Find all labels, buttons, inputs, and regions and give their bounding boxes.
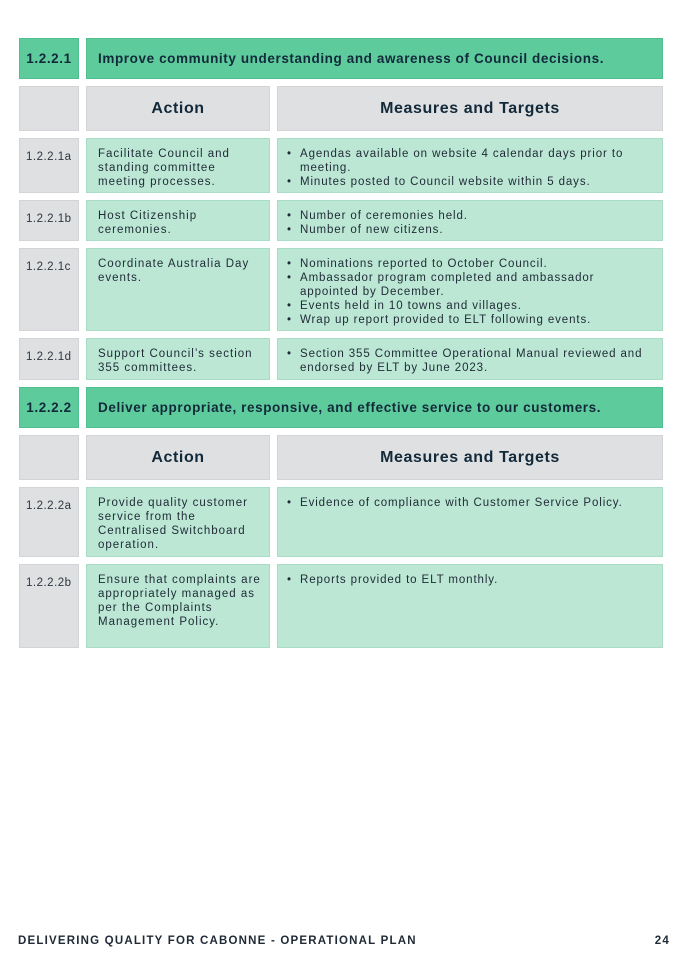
header-blank-cell [19,86,79,131]
table-row [19,338,663,380]
table-header-row [19,86,663,131]
table-row [19,487,663,557]
table-row [19,248,663,331]
row-measures [277,338,663,380]
goal-code: 1.2.2.2 [19,387,79,428]
table-row [19,564,663,648]
row-measures [277,138,663,193]
measure-item: • Wrap up report provided to ELT following events. [286,313,654,327]
measure-item: • Reports provided to ELT monthly. [286,573,654,587]
measure-item: • Evidence of compliance with Customer Service Policy. [286,496,654,510]
measure-item: • Ambassador program completed and ambassador appointed by December. [286,271,654,299]
row-code: 1.2.2.1d [19,338,79,380]
row-measures [277,564,663,648]
row-code: 1.2.2.2a [19,487,79,557]
goal-row [19,38,663,79]
header-measures: Measures and Targets [277,86,663,131]
row-code: 1.2.2.1a [19,138,79,193]
row-code: 1.2.2.1b [19,200,79,241]
row-action: Provide quality customer service from the Centralised Switchboard operation. [86,487,270,557]
measure-item: • Minutes posted to Council website within 5 days. [286,175,654,189]
footer-title: DELIVERING QUALITY FOR CABONNE - OPERATIONAL PLAN [18,935,417,947]
operational-plan-table [19,38,663,655]
table-row [19,138,663,193]
table-header-row [19,435,663,480]
header-action: Action [86,86,270,131]
header-blank-cell [19,435,79,480]
page-footer [18,935,670,947]
row-measures [277,248,663,331]
row-code: 1.2.2.1c [19,248,79,331]
row-action: Host Citizenship ceremonies. [86,200,270,241]
header-action: Action [86,435,270,480]
row-measures [277,487,663,557]
row-measures [277,200,663,241]
goal-code: 1.2.2.1 [19,38,79,79]
row-action: Ensure that complaints are appropriately managed as per the Complaints Management Policy. [86,564,270,648]
header-measures: Measures and Targets [277,435,663,480]
row-action: Support Council’s section 355 committees. [86,338,270,380]
goal-title: Improve community understanding and awareness of Council decisions. [86,38,663,79]
row-action: Facilitate Council and standing committee meeting processes. [86,138,270,193]
goal-row [19,387,663,428]
measure-item: • Section 355 Committee Operational Manual reviewed and endorsed by ELT by June 2023. [286,347,654,375]
measure-item: • Nominations reported to October Council. [286,257,654,271]
goal-title: Deliver appropriate, responsive, and effective service to our customers. [86,387,663,428]
measure-item: • Agendas available on website 4 calendar days prior to meeting. [286,147,654,175]
row-code: 1.2.2.2b [19,564,79,648]
measure-item: • Events held in 10 towns and villages. [286,299,654,313]
measure-item: • Number of new citizens. [286,223,654,237]
row-action: Coordinate Australia Day events. [86,248,270,331]
table-row [19,200,663,241]
page-number: 24 [654,935,670,947]
measure-item: • Number of ceremonies held. [286,209,654,223]
